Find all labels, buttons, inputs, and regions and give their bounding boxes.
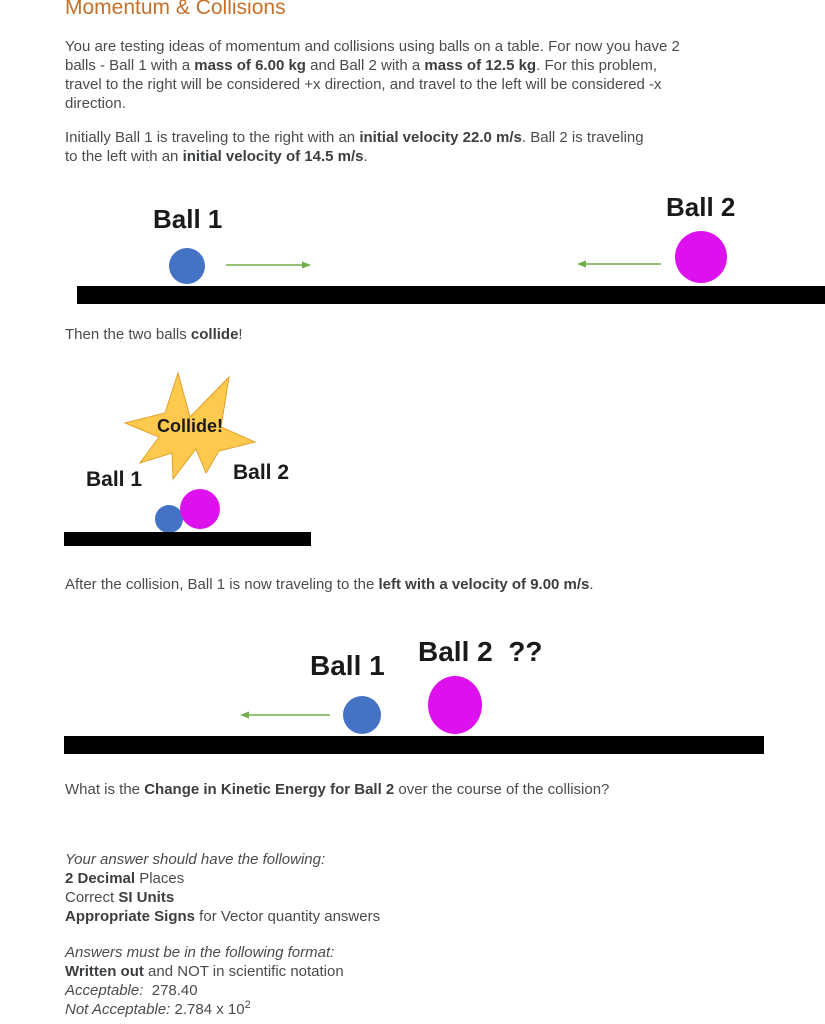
requirements-heading: Your answer should have the following: — [65, 851, 326, 868]
requirement-decimal — [65, 869, 380, 888]
format-not-acceptable — [65, 1000, 344, 1019]
requirement-bold: 2 Decimal — [65, 870, 136, 887]
after-paragraph — [65, 575, 594, 594]
collide-burst-text: Collide! — [157, 416, 223, 436]
figure-before-collision — [0, 190, 825, 310]
question-text: What is the — [65, 781, 145, 798]
page-title: Momentum & Collisions — [65, 0, 286, 19]
ball2-circle — [180, 489, 220, 529]
answer-format — [65, 943, 344, 1019]
initial-text: . Ball 2 is traveling to the left with an — [65, 129, 644, 165]
ball1-mass: mass of 6.00 kg — [194, 57, 306, 74]
requirement-signs — [65, 907, 380, 926]
intro-paragraph — [65, 37, 685, 113]
acceptable-value: 278.40 — [143, 982, 198, 999]
requirement-units — [65, 888, 380, 907]
initial-text: . — [363, 148, 368, 165]
requirement-bold: Appropriate Signs — [65, 908, 196, 925]
ball1-final-velocity: left with a velocity of 9.00 m/s — [378, 576, 590, 593]
question-text: over the course of the collision? — [394, 781, 610, 798]
ball1-label: Ball 1 — [86, 468, 143, 491]
left-arrow-icon — [240, 712, 330, 719]
format-acceptable — [65, 981, 344, 1000]
table-surface — [64, 532, 311, 546]
not-acceptable-value: 2.784 x 10 — [170, 1001, 245, 1018]
format-written-out — [65, 962, 344, 981]
collide-text: Then the two balls — [65, 326, 191, 343]
ball2-initial-velocity: initial velocity of 14.5 m/s — [182, 148, 364, 165]
table-surface — [64, 736, 764, 754]
figure-collision — [0, 365, 330, 550]
table-surface — [77, 286, 825, 304]
ball1-circle — [155, 505, 183, 533]
collide-paragraph — [65, 325, 243, 344]
acceptable-label: Acceptable: — [65, 982, 144, 999]
initial-text: Initially Ball 1 is traveling to the right with an — [65, 129, 360, 146]
ball1-label: Ball 1 — [310, 650, 385, 681]
ball2-label: Ball 2 — [666, 192, 736, 222]
left-arrow-icon — [577, 261, 661, 268]
format-bold: Written out — [65, 963, 144, 980]
ball1-label: Ball 1 — [153, 204, 223, 234]
requirement-text: Places — [135, 870, 185, 887]
initial-paragraph — [65, 128, 655, 166]
ball2-label: Ball 2 — [233, 461, 290, 484]
not-acceptable-label: Not Acceptable: — [65, 1001, 171, 1018]
requirement-text: Correct — [65, 889, 119, 906]
question-paragraph — [65, 780, 609, 799]
after-text: . — [589, 576, 594, 593]
requirement-bold: SI Units — [118, 889, 175, 906]
intro-text: . For this problem, travel to the right will be considered +x direction, and travel to the left will be considered -x direction. — [65, 57, 662, 112]
not-acceptable-exponent: 2 — [244, 999, 251, 1011]
format-heading: Answers must be in the following format: — [65, 944, 335, 961]
after-text: After the collision, Ball 1 is now traveling to the — [65, 576, 379, 593]
question-emphasis: Change in Kinetic Energy for Ball 2 — [144, 781, 395, 798]
right-arrow-icon — [226, 262, 311, 269]
format-text: and NOT in scientific notation — [143, 963, 344, 980]
ball1-initial-velocity: initial velocity 22.0 m/s — [359, 129, 522, 146]
intro-text: You are testing ideas of momentum and collisions using balls on a table. For now you have 2 balls - Ball 1 with a — [65, 38, 680, 74]
collide-word: collide — [190, 326, 239, 343]
requirement-text: for Vector quantity answers — [195, 908, 381, 925]
intro-text: and Ball 2 with a — [305, 57, 425, 74]
ball2-label: Ball 2 ?? — [418, 636, 543, 667]
ball2-mass: mass of 12.5 kg — [424, 57, 537, 74]
answer-requirements — [65, 850, 380, 926]
collide-text: ! — [238, 326, 243, 343]
figure-after-collision — [0, 630, 825, 760]
